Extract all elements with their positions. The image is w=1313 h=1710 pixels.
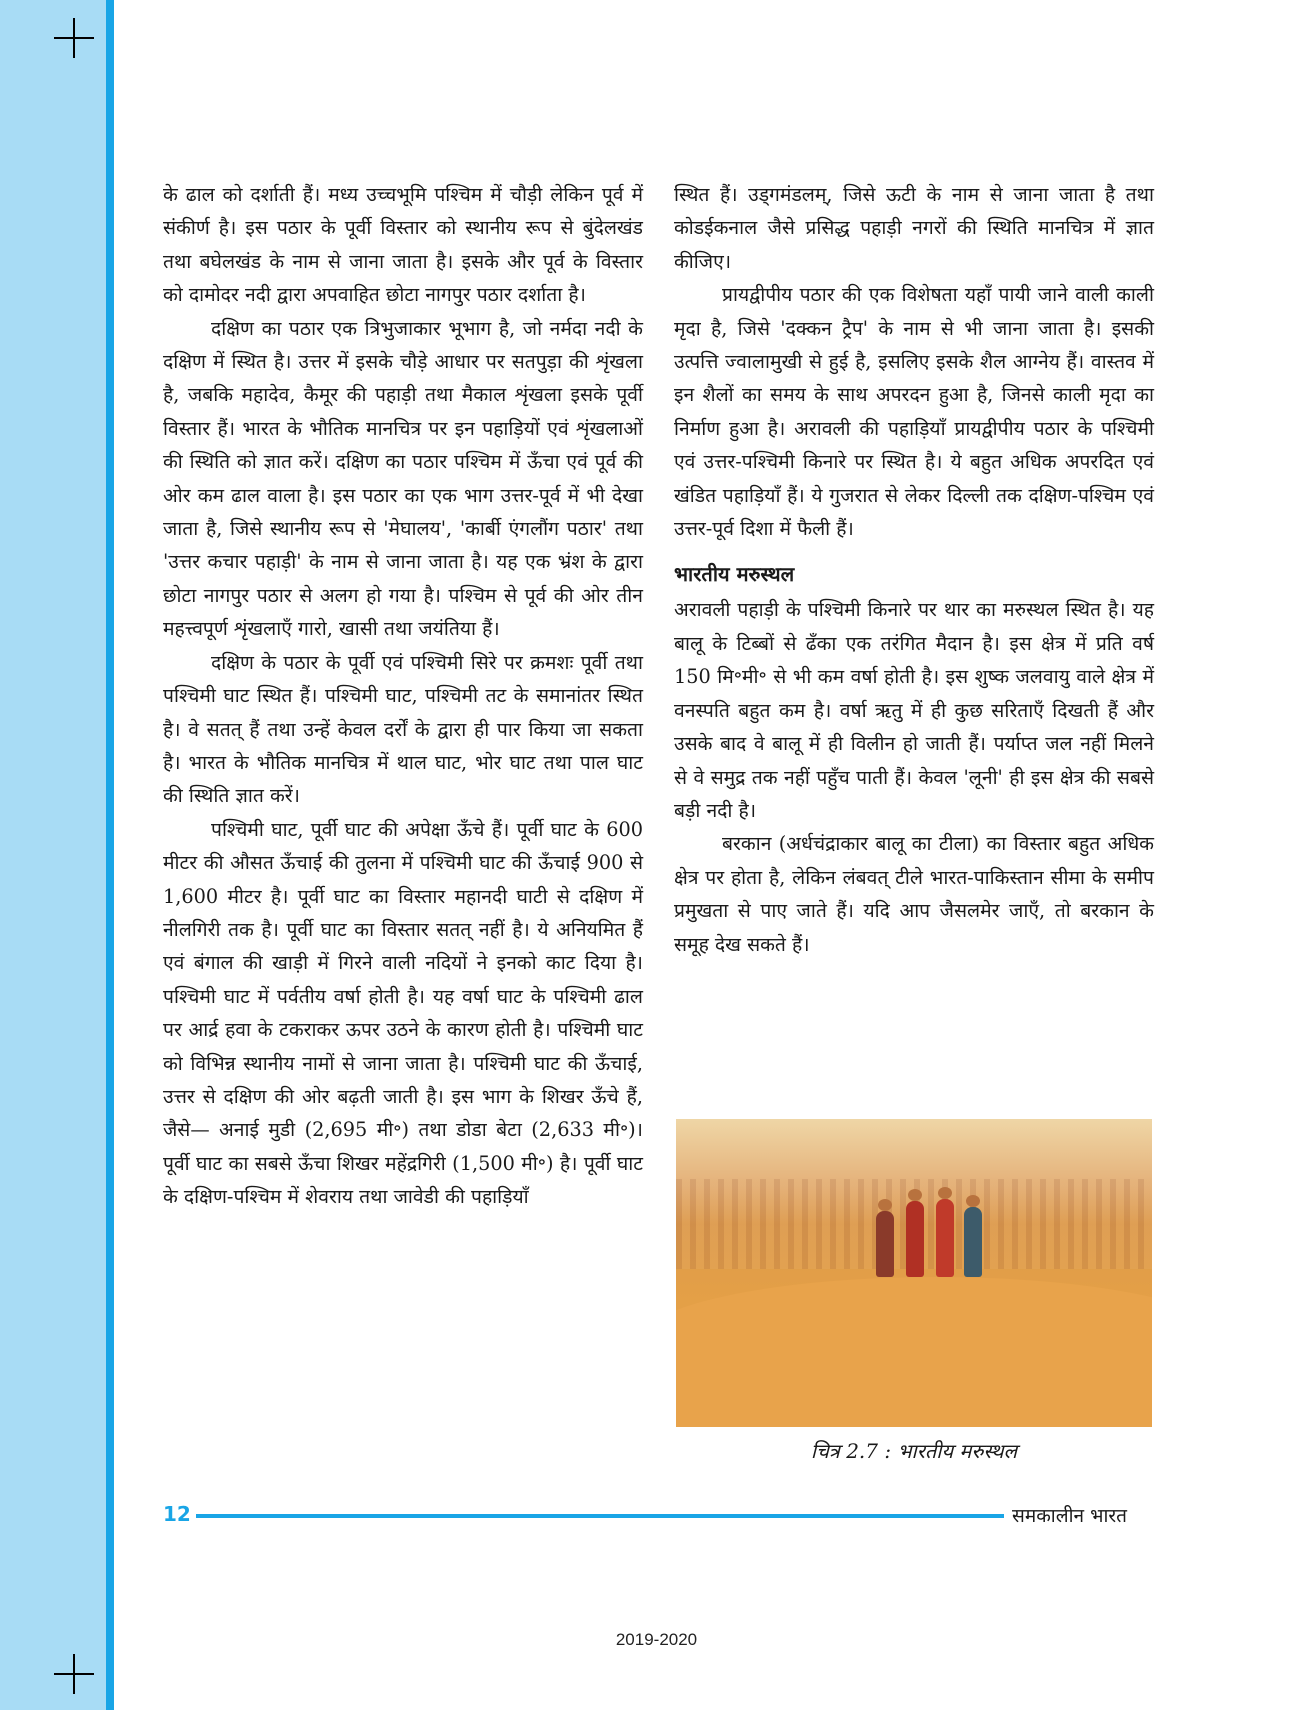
person-figure <box>964 1207 982 1277</box>
right-column <box>674 178 1154 961</box>
person-figure <box>876 1211 894 1277</box>
paragraph: स्थित हैं। उड्गमंडलम्, जिसे ऊटी के नाम से जाना जाता है तथा कोडईकनाल जैसे प्रसिद्ध पहाड़ी नगरों की स्थिति मानचित्र में ज्ञात कीजिए। <box>674 183 1154 273</box>
paragraph: प्रायद्वीपीय पठार की एक विशेषता यहाँ पायी जाने वाली काली मृदा है, जिसे 'दक्कन ट्रैप' के नाम से भी जाना जाता है। इसकी उत्पत्ति ज्वालामुखी से हुई है, इसलिए इसके शैल आग्नेय हैं। वास्तव में इन शैलों का समय के साथ अपरदन हुआ है, जिनसे काली मृदा का निर्माण हुआ है। अरावली की पहाड़ियाँ प्रायद्वीपीय पठार के पश्चिमी एवं उत्तर-पश्चिमी किनारे पर स्थित है। ये बहुत अधिक अपरदित एवं खंडित पहाड़ियाँ हैं। ये गुजरात से लेकर दिल्ली तक दक्षिण-पश्चिम एवं उत्तर-पूर्व दिशा में फैली हैं। <box>674 283 1154 541</box>
page-margin-band <box>0 0 106 1710</box>
book-title: समकालीन भारत <box>1012 1505 1127 1527</box>
paragraph: अरावली पहाड़ी के पश्चिमी किनारे पर थार का मरुस्थल स्थित है। यह बालू के टिब्बों से ढँका एक तरंगित मैदान है। इस क्षेत्र में प्रति वर्ष 150 मि॰मी॰ से भी कम वर्षा होती है। इस शुष्क जलवायु वाले क्षेत्र में वनस्पति बहुत कम है। वर्षा ऋतु में ही कुछ सरिताएँ दिखती हैं और उसके बाद वे बालू में ही विलीन हो जाती हैं। पर्याप्त जल नहीं मिलने से वे समुद्र तक नहीं पहुँच पाती हैं। केवल 'लूनी' ही इस क्षेत्र की सबसे बड़ी नदी है। <box>674 598 1154 822</box>
person-figure <box>878 1199 892 1211</box>
person-figure <box>936 1199 954 1277</box>
crop-mark-bottom <box>54 1654 94 1694</box>
left-column <box>163 178 643 1214</box>
person-figure <box>938 1187 952 1199</box>
page-number: 12 <box>163 1502 191 1526</box>
person-figure <box>966 1195 980 1207</box>
person-figure <box>906 1201 924 1277</box>
section-heading: भारतीय मरुस्थल <box>674 562 795 587</box>
paragraph: दक्षिण का पठार एक त्रिभुजाकार भूभाग है, जो नर्मदा नदी के दक्षिण में स्थित है। उत्तर में इसके चौड़े आधार पर सतपुड़ा की शृंखला है, जबकि महादेव, कैमूर की पहाड़ी तथा मैकाल शृंखला इसके पूर्वी विस्तार हैं। भारत के भौतिक मानचित्र पर इन पहाड़ियों एवं शृंखलाओं की स्थिति को ज्ञात करें। दक्षिण का पठार पश्चिम में ऊँचा एवं पूर्व की ओर कम ढाल वाला है। इस पठार का एक भाग उत्तर-पूर्व में भी देखा जाता है, जिसे स्थानीय रूप से 'मेघालय', 'कार्बी एंगलौंग पठार' तथा 'उत्तर कचार पहाड़ी' के नाम से जाना जाता है। यह एक भ्रंश के द्वारा छोटा नागपुर पठार से अलग हो गया है। पश्चिम से पूर्व की ओर तीन महत्त्वपूर्ण शृंखलाएँ गारो, खासी तथा जयंतिया हैं। <box>163 316 643 641</box>
paragraph: पश्चिमी घाट, पूर्वी घाट की अपेक्षा ऊँचे हैं। पूर्वी घाट के 600 मीटर की औसत ऊँचाई की तुलना में पश्चिमी घाट की ऊँचाई 900 से 1,600 मीटर है। पूर्वी घाट का विस्तार महानदी घाटी से दक्षिण में नीलगिरी तक है। पूर्वी घाट का विस्तार सतत् नहीं है। ये अनियमित हैं एवं बंगाल की खाड़ी में गिरने वाली नदियों ने इनको काट दिया है। पश्चिमी घाट में पर्वतीय वर्षा होती है। यह वर्षा घाट के पश्चिमी ढाल पर आर्द्र हवा के टकराकर ऊपर उठने के कारण होती है। पश्चिमी घाट को विभिन्न स्थानीय नामों से जाना जाता है। पश्चिमी घाट की ऊँचाई, उत्तर से दक्षिण की ओर बढ़ती जाती है। इस भाग के शिखर ऊँचे हैं, जैसे— अनाई मुडी (2,695 मी॰) तथा डोडा बेटा (2,633 मी॰)। पूर्वी घाट का सबसे ऊँचा शिखर महेंद्रगिरी (1,500 मी॰) है। पूर्वी घाट के दक्षिण-पश्चिम में शेवराय तथा जावेडी की पहाड़ियाँ <box>163 817 643 1209</box>
sand-dune <box>676 1277 1152 1427</box>
year-label: 2019-2020 <box>615 1630 698 1649</box>
figure-caption: चित्र 2.7 : भारतीय मरुस्थल <box>810 1439 1018 1463</box>
paragraph: बरकान (अर्धचंद्राकार बालू का टीला) का विस्तार बहुत अधिक क्षेत्र पर होता है, लेकिन लंबवत् टीले भारत-पाकिस्तान सीमा के समीप प्रमुखता से पाए जाते हैं। यदि आप जैसलमेर जाएँ, तो बरकान के समूह देख सकते हैं। <box>674 832 1154 956</box>
crop-mark-top <box>54 18 94 58</box>
paragraph: दक्षिण के पठार के पूर्वी एवं पश्चिमी सिरे पर क्रमशः पूर्वी तथा पश्चिमी घाट स्थित हैं। पश्चिमी घाट, पश्चिमी तट के समानांतर स्थित है। वे सतत् हैं तथा उन्हें केवल दर्रों के द्वारा ही पार किया जा सकता है। भारत के भौतिक मानचित्र में थाल घाट, भोर घाट तथा पाल घाट की स्थिति ज्ञात करें। <box>163 650 643 808</box>
paragraph: के ढाल को दर्शाती हैं। मध्य उच्चभूमि पश्चिम में चौड़ी लेकिन पूर्व में संकीर्ण है। इस पठार के पूर्वी विस्तार को स्थानीय रूप से बुंदेलखंड तथा बघेलखंड के नाम से जाना जाता है। इसके और पूर्व के विस्तार को दामोदर नदी द्वारा अपवाहित छोटा नागपुर पठार दर्शाता है। <box>163 183 643 307</box>
page-margin-rule <box>106 0 114 1710</box>
person-figure <box>908 1189 922 1201</box>
desert-photo <box>676 1119 1152 1427</box>
footer-rule <box>196 1514 1004 1518</box>
